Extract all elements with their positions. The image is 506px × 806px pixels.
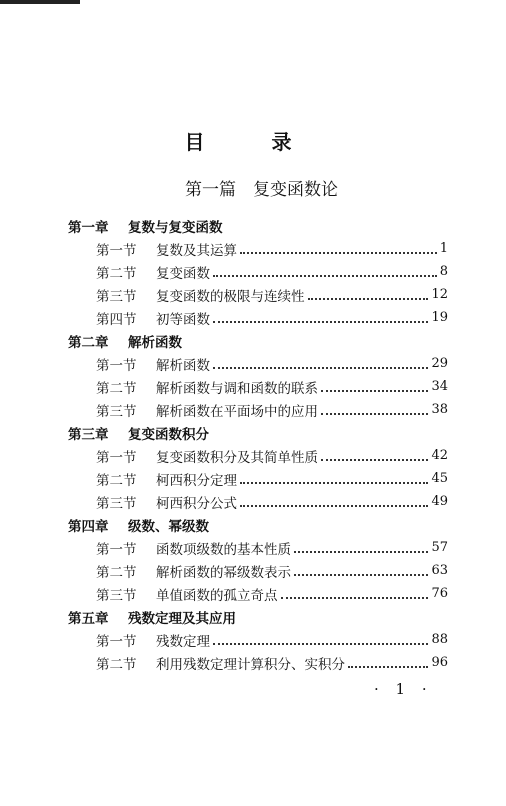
page-ref: 29 xyxy=(431,356,448,371)
page-ref: 12 xyxy=(431,287,448,302)
dot-leader xyxy=(213,643,428,645)
section-number: 第三节 xyxy=(96,288,137,305)
section-number: 第三节 xyxy=(96,495,137,512)
chapter-number: 第一章 xyxy=(68,219,109,236)
section-title: 复变函数 xyxy=(156,265,210,282)
chapter-title: 复变函数积分 xyxy=(128,426,209,443)
page-ref: 76 xyxy=(431,586,448,601)
section-number: 第一节 xyxy=(96,633,137,650)
section-title: 复变函数积分及其简单性质 xyxy=(156,449,318,466)
section-title: 复变函数的极限与连续性 xyxy=(156,288,305,305)
section-title: 单值函数的孤立奇点 xyxy=(156,587,278,604)
chapter-number: 第四章 xyxy=(68,518,109,535)
toc-entry[interactable] xyxy=(68,398,448,421)
page-ref: 57 xyxy=(431,540,448,555)
page-ref: 38 xyxy=(431,402,448,417)
page-ref: 34 xyxy=(431,379,448,394)
page-ref: 49 xyxy=(431,494,448,509)
section-number: 第三节 xyxy=(96,587,137,604)
chapter-heading[interactable] xyxy=(68,605,448,628)
chapter-number: 第二章 xyxy=(68,334,109,351)
page-ref: 19 xyxy=(431,310,448,325)
dot-leader xyxy=(321,413,428,415)
section-title: 解析函数与调和函数的联系 xyxy=(156,380,318,397)
toc-entry[interactable] xyxy=(68,582,448,605)
section-number: 第二节 xyxy=(96,380,137,397)
section-title: 解析函数 xyxy=(156,357,210,374)
chapter-title: 级数、幂级数 xyxy=(128,518,209,535)
chapter-number: 第五章 xyxy=(68,610,109,627)
section-number: 第三节 xyxy=(96,403,137,420)
toc-entry[interactable] xyxy=(68,306,448,329)
dot-leader xyxy=(281,597,429,599)
section-title: 初等函数 xyxy=(156,311,210,328)
toc-entry[interactable] xyxy=(68,536,448,559)
dot-leader xyxy=(348,666,428,668)
dot-leader xyxy=(213,367,428,369)
section-title: 利用残数定理计算积分、实积分 xyxy=(156,656,345,673)
page-ref: 8 xyxy=(439,264,448,279)
toc-entry[interactable] xyxy=(68,283,448,306)
toc-entry[interactable] xyxy=(68,260,448,283)
section-number: 第四节 xyxy=(96,311,137,328)
chapter-heading[interactable] xyxy=(68,421,448,444)
dot-leader xyxy=(294,574,428,576)
section-number: 第一节 xyxy=(96,541,137,558)
chapter-title: 复数与复变函数 xyxy=(128,219,223,236)
toc-entry[interactable] xyxy=(68,559,448,582)
toc-entry[interactable] xyxy=(68,467,448,490)
toc-entry[interactable] xyxy=(68,375,448,398)
dot-leader xyxy=(321,459,428,461)
section-number: 第一节 xyxy=(96,357,137,374)
section-number: 第二节 xyxy=(96,265,137,282)
section-number: 第一节 xyxy=(96,242,137,259)
dot-leader xyxy=(308,298,429,300)
toc-entry[interactable] xyxy=(68,628,448,651)
part-heading: 第一篇 复变函数论 xyxy=(185,180,338,200)
chapter-title: 解析函数 xyxy=(128,334,182,351)
dot-leader xyxy=(213,321,428,323)
dot-leader xyxy=(240,505,428,507)
page-ref: 42 xyxy=(431,448,448,463)
page-ref: 1 xyxy=(439,241,448,256)
chapter-number: 第三章 xyxy=(68,426,109,443)
chapter-heading[interactable] xyxy=(68,329,448,352)
section-number: 第一节 xyxy=(96,449,137,466)
toc-entry[interactable] xyxy=(68,651,448,674)
toc-entry[interactable] xyxy=(68,352,448,375)
section-number: 第二节 xyxy=(96,564,137,581)
toc-entry[interactable] xyxy=(68,490,448,513)
section-title: 柯西积分公式 xyxy=(156,495,237,512)
section-title: 解析函数的幂级数表示 xyxy=(156,564,291,581)
table-of-contents xyxy=(68,214,448,674)
page-ref: 45 xyxy=(431,471,448,486)
page-title: 目 录 xyxy=(184,130,322,154)
chapter-heading[interactable] xyxy=(68,214,448,237)
section-title: 函数项级数的基本性质 xyxy=(156,541,291,558)
dot-leader xyxy=(294,551,428,553)
chapter-heading[interactable] xyxy=(68,513,448,536)
dot-leader xyxy=(240,482,428,484)
dot-leader xyxy=(321,390,428,392)
section-title: 柯西积分定理 xyxy=(156,472,237,489)
section-title: 残数定理 xyxy=(156,633,210,650)
section-number: 第二节 xyxy=(96,472,137,489)
section-title: 复数及其运算 xyxy=(156,242,237,259)
top-edge-line xyxy=(0,0,80,4)
toc-entry[interactable] xyxy=(68,444,448,467)
page-ref: 88 xyxy=(431,632,448,647)
toc-entry[interactable] xyxy=(68,237,448,260)
page-number: · 1 · xyxy=(374,680,433,698)
dot-leader xyxy=(213,275,437,277)
page-ref: 63 xyxy=(431,563,448,578)
page-ref: 96 xyxy=(431,655,448,670)
section-number: 第二节 xyxy=(96,656,137,673)
chapter-title: 残数定理及其应用 xyxy=(128,610,236,627)
dot-leader xyxy=(240,252,437,254)
section-title: 解析函数在平面场中的应用 xyxy=(156,403,318,420)
